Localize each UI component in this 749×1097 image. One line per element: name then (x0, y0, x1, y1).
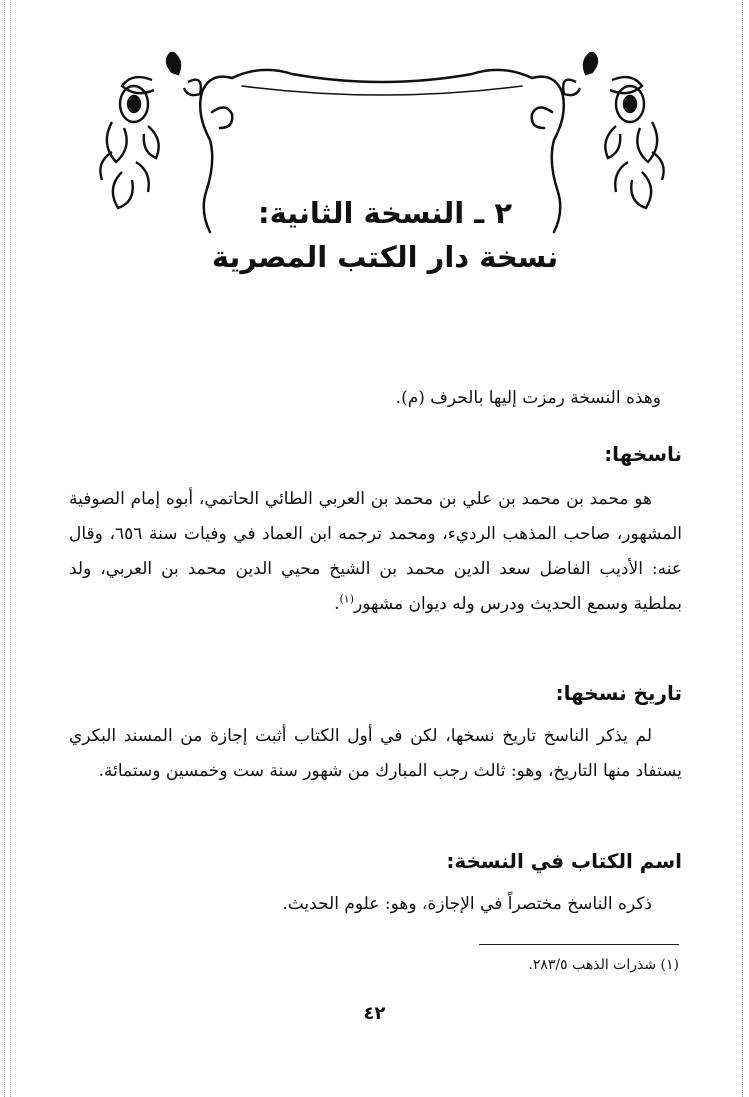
copy-date-paragraph: لم يذكر الناسخ تاريخ نسخها، لكن في أول الكتاب أثبت إجازة من المسند البكري يستفاد منها التاريخ، وهو: ثالث رجب المبارك من شهور سنة ست وخمسين وستمائة. (69, 726, 682, 781)
copyist-text-end: . (334, 594, 340, 614)
margin-dotted-line-left (4, 0, 5, 1097)
right-floral-ornament-icon (563, 52, 663, 208)
copyist-text: هو محمد بن محمد بن علي بن محمد بن العربي الطائي الحاتمي، أبوه إمام الصوفية المشهور، صاحب المذهب الرديء، ومحمد ترجمه ابن العماد في وفيات سنة ٦٥٦، وقال عنه: الأديب الفاضل سعد الدين محمد بن الشيخ محيي الدين محمد بن العربي، ولد بملطية وسمع الحديث ودرس وله ديوان مشهور (69, 489, 682, 614)
book-name-paragraph: ذكره الناسخ مختصراً في الإجازة، وهو: علوم الحديث. (282, 894, 652, 914)
intro-paragraph: وهذه النسخة رمزت إليها بالحرف (م). (395, 388, 661, 408)
margin-dotted-line-left-inner (10, 0, 11, 1097)
section-heading-line2: نسخة دار الكتب المصرية (211, 240, 559, 274)
copyist-paragraph (69, 482, 682, 622)
section-heading-line1: ٢ ـ النسخة الثانية: (257, 196, 513, 230)
margin-dotted-line-right (742, 0, 743, 1097)
page-number: ٤٢ (363, 1003, 386, 1024)
copyist-section-title: ناسخها: (604, 442, 682, 466)
footnote-separator (479, 944, 679, 945)
footnote-marker: (١) (339, 592, 354, 606)
left-floral-ornament-icon (100, 52, 200, 208)
copy-date-section-title: تاريخ نسخها: (555, 681, 682, 705)
footnote-text: (١) شذرات الذهب ٢٨٣/٥. (528, 957, 679, 973)
book-name-section-title: اسم الكتاب في النسخة: (446, 849, 682, 873)
